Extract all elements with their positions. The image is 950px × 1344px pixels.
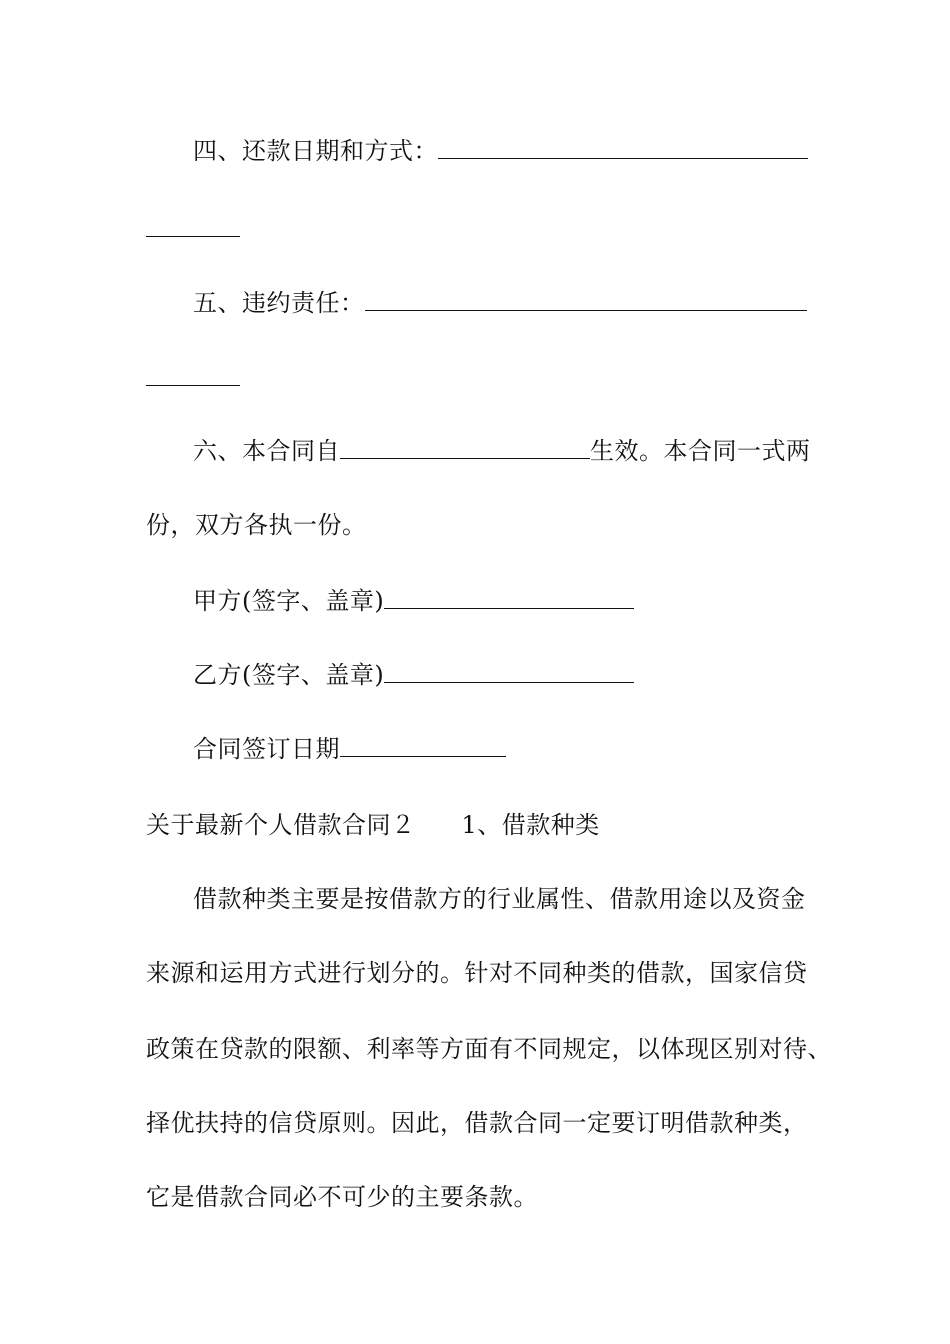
paragraph-line: 借款种类主要是按借款方的行业属性、借款用途以及资金	[193, 885, 806, 913]
clause-breach-label: 五、违约责任：	[193, 289, 365, 317]
repayment-blank-continuation[interactable]	[146, 235, 240, 237]
section-heading	[146, 810, 600, 840]
section-title: 关于最新个人借款合同２	[146, 811, 416, 839]
section-subtitle: 1、借款种类	[461, 811, 600, 839]
effective-date-blank[interactable]	[340, 436, 590, 459]
clause-repayment-label: 四、还款日期和方式：	[193, 137, 438, 165]
sign-date-label: 合同签订日期	[193, 735, 340, 763]
signature-party-a	[193, 586, 634, 616]
party-a-label: 甲方(签字、盖章)	[193, 587, 385, 615]
clause-effective-continuation: 份，双方各执一份。	[146, 511, 367, 539]
repayment-blank[interactable]	[438, 136, 808, 159]
breach-blank-continuation[interactable]	[146, 384, 240, 386]
sign-date-blank[interactable]	[340, 734, 506, 757]
party-b-label: 乙方(签字、盖章)	[193, 661, 385, 689]
breach-blank[interactable]	[365, 288, 807, 311]
paragraph-line: 择优扶持的信贷原则。因此，借款合同一定要订明借款种类，	[146, 1109, 808, 1137]
paragraph-line: 政策在贷款的限额、利率等方面有不同规定，以体现区别对待、	[146, 1035, 832, 1063]
clause-effective	[193, 436, 811, 466]
party-b-signature-blank[interactable]	[384, 660, 634, 683]
clause-effective-suffix: 生效。本合同一式两	[590, 437, 811, 465]
paragraph-line: 来源和运用方式进行划分的。针对不同种类的借款，国家信贷	[146, 959, 808, 987]
paragraph-line: 它是借款合同必不可少的主要条款。	[146, 1183, 538, 1211]
clause-repayment	[193, 136, 808, 166]
signature-party-b	[193, 660, 634, 690]
clause-breach	[193, 288, 807, 318]
party-a-signature-blank[interactable]	[384, 586, 634, 609]
signature-date	[193, 734, 506, 764]
clause-effective-prefix: 六、本合同自	[193, 437, 340, 465]
